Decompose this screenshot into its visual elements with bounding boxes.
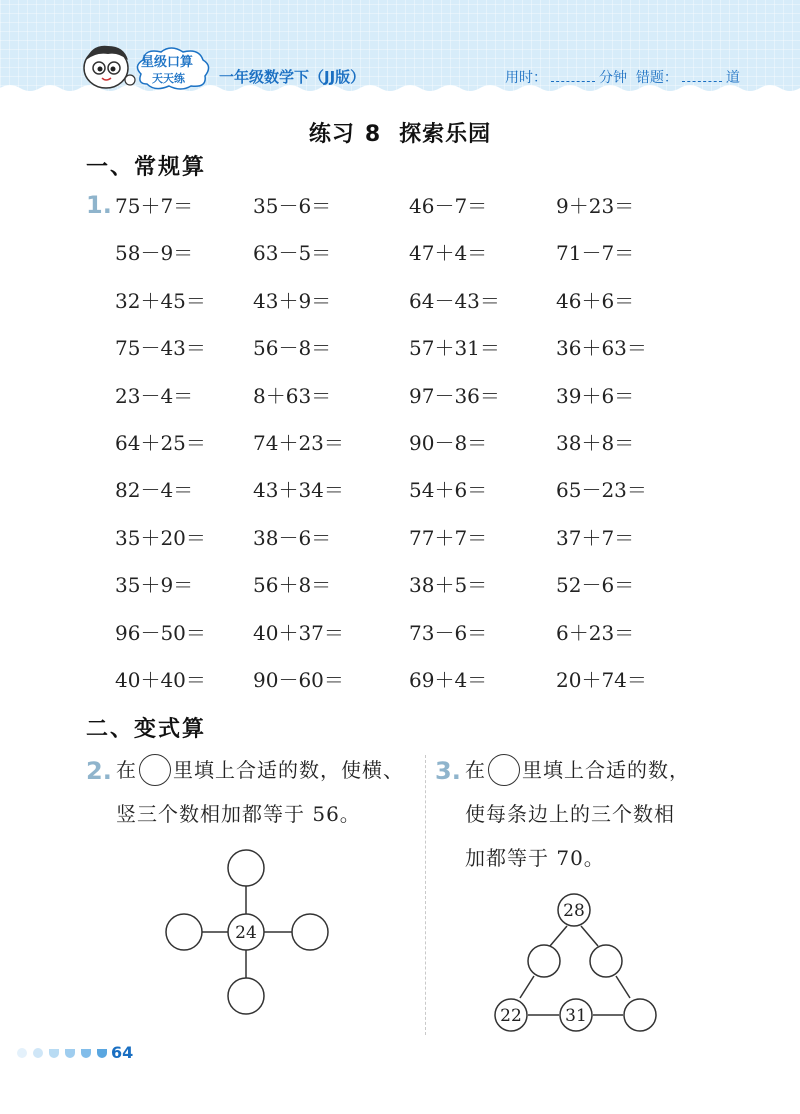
q3-line-1 [465, 749, 690, 791]
equation-item: 36＋63＝ [556, 336, 647, 361]
logo-subtitle: 天天练 [152, 72, 185, 85]
equation-item: 56＋8＝ [253, 573, 332, 598]
equation-item: 8＋63＝ [253, 383, 332, 408]
errors-blank[interactable] [682, 67, 722, 82]
triangle-diagram [488, 890, 668, 1040]
blank-circle-left[interactable] [166, 914, 202, 950]
blank-circle-bottom-right[interactable] [624, 999, 656, 1031]
equation-item: 56－8＝ [253, 336, 332, 361]
equation-item: 71－7＝ [556, 241, 635, 266]
equation-item: 35＋20＝ [115, 525, 206, 550]
center-value: 24 [235, 923, 257, 943]
title-name: 探索乐园 [399, 122, 492, 147]
equation-item: 73－6＝ [409, 620, 488, 645]
blank-circle-left-side[interactable] [528, 945, 560, 977]
footer-dots-icon [16, 1046, 108, 1060]
page-title [0, 117, 800, 148]
equation-item: 40＋37＝ [253, 620, 344, 645]
equation-item: 77＋7＝ [409, 525, 488, 550]
equation-item: 69＋4＝ [409, 668, 488, 692]
tri-line-lower-left [520, 976, 534, 998]
equation-item: 38－6＝ [253, 525, 332, 550]
circle-symbol-icon [139, 754, 171, 786]
equation-item: 57＋31＝ [409, 336, 500, 361]
equation-item: 64＋25＝ [115, 431, 206, 455]
equation-item: 96－50＝ [115, 620, 206, 645]
tri-line-lower-right [616, 976, 630, 998]
equation-item: 43＋34＝ [253, 478, 344, 503]
equation-item: 38＋5＝ [409, 573, 488, 598]
blank-circle-right[interactable] [292, 914, 328, 950]
column-divider [425, 755, 426, 1035]
q3-line-3: 加都等于 70。 [465, 846, 605, 870]
equation-item: 47＋4＝ [409, 241, 488, 266]
blank-circle-right-side[interactable] [590, 945, 622, 977]
title-number: 8 [364, 122, 382, 147]
question-number-3: 3. [435, 757, 461, 785]
equation-item: 46－7＝ [409, 194, 488, 218]
circle-symbol-icon [488, 754, 520, 786]
equation-item: 40＋40＝ [115, 668, 206, 692]
equation-item: 37＋7＝ [556, 525, 635, 550]
equation-item: 75＋7＝ [115, 194, 194, 218]
equation-item: 39＋6＝ [556, 383, 635, 408]
cross-diagram [160, 840, 340, 1030]
minute-label: 分钟 [599, 70, 627, 86]
equation-item: 38＋8＝ [556, 431, 635, 455]
title-prefix: 练习 [308, 122, 355, 147]
equation-item: 35－6＝ [253, 194, 332, 218]
q3-text-b: 里填上合适的数， [522, 758, 690, 782]
time-errors-record [505, 67, 740, 87]
q3-line-2: 使每条边上的三个数相 [465, 802, 675, 826]
section-heading-routine: 一、常规算 [86, 155, 207, 180]
equation-item: 75－43＝ [115, 336, 206, 361]
mascot-icon [78, 40, 136, 92]
page-number: 64 [111, 1043, 134, 1062]
blank-circle-bottom[interactable] [228, 978, 264, 1014]
top-value: 28 [563, 901, 585, 921]
equation-item: 6＋23＝ [556, 620, 635, 645]
equation-item: 54＋6＝ [409, 478, 488, 503]
equation-item: 9＋23＝ [556, 194, 635, 218]
q2-text-b: 里填上合适的数，使横、 [173, 758, 404, 782]
tri-line-upper-left [550, 926, 567, 946]
equation-item: 23－4＝ [115, 383, 194, 408]
equation-item: 43＋9＝ [253, 288, 332, 313]
equation-item: 35＋9＝ [115, 573, 194, 598]
equation-item: 64－43＝ [409, 288, 500, 313]
question-number-2: 2. [86, 757, 112, 785]
bottom-middle-value: 31 [565, 1006, 587, 1026]
equation-item: 90－60＝ [253, 668, 344, 692]
equation-item: 97－36＝ [409, 383, 500, 408]
question-number-1: 1. [86, 191, 112, 219]
section-heading-variant: 二、变式算 [86, 717, 207, 742]
time-label: 用时： [505, 70, 547, 86]
equation-item: 82－4＝ [115, 478, 194, 503]
equation-item: 32＋45＝ [115, 288, 206, 313]
q2-text-a: 在 [116, 758, 137, 782]
equation-item: 52－6＝ [556, 573, 635, 598]
errors-unit: 道 [725, 70, 740, 86]
tri-line-upper-right [581, 926, 598, 946]
equation-item: 63－5＝ [253, 241, 332, 266]
blank-circle-top[interactable] [228, 850, 264, 886]
errors-label: 错题： [635, 70, 678, 86]
book-title: 一年级数学下（JJ版） [219, 68, 366, 86]
equation-item: 65－23＝ [556, 478, 647, 503]
equation-item: 20＋74＝ [556, 668, 647, 692]
time-blank[interactable] [551, 67, 595, 82]
q2-line-1 [116, 749, 404, 791]
bottom-left-value: 22 [500, 1006, 522, 1026]
equation-item: 90－8＝ [409, 431, 488, 455]
logo-title: 星级口算 [141, 55, 194, 70]
equation-item: 58－9＝ [115, 241, 194, 266]
q2-line-2: 竖三个数相加都等于 56。 [116, 802, 361, 826]
equation-item: 74＋23＝ [253, 431, 344, 455]
q3-text-a: 在 [465, 758, 486, 782]
equation-item: 46＋6＝ [556, 288, 635, 313]
